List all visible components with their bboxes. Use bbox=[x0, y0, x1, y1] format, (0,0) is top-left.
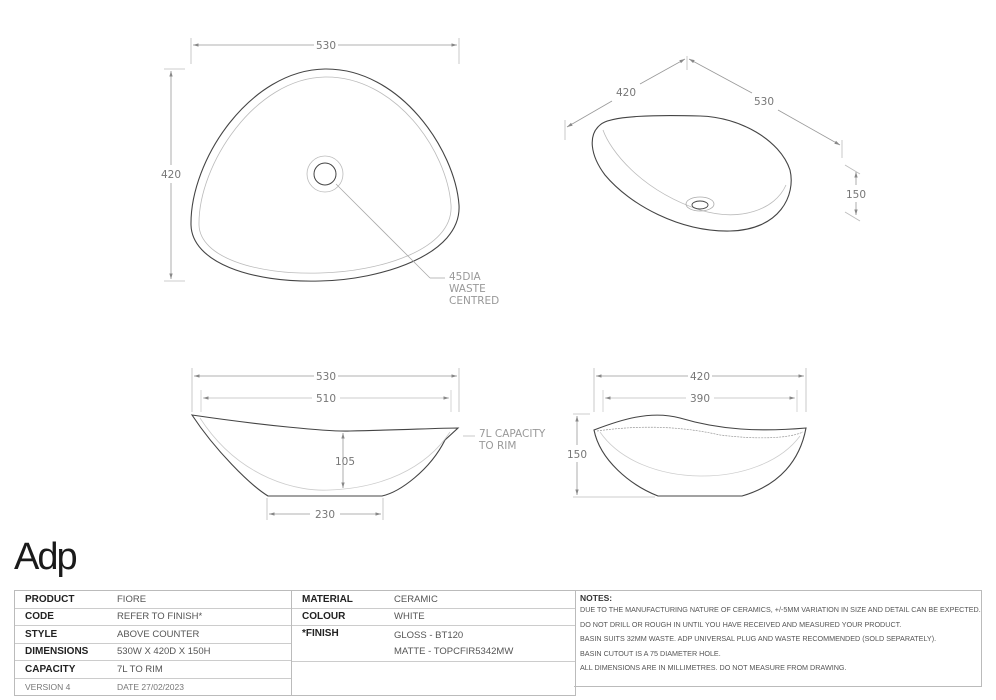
spec-key: *FINISH bbox=[302, 628, 339, 639]
side-overall-label: 420 bbox=[689, 371, 711, 383]
spec-value: FIORE bbox=[117, 593, 147, 605]
spec-row-product bbox=[15, 591, 291, 609]
finish-matte: MATTE - TOPCFIR5342MW bbox=[394, 646, 514, 657]
spec-key: CODE bbox=[25, 611, 54, 623]
front-depth-label: 105 bbox=[334, 456, 356, 468]
spec-value: WHITE bbox=[394, 611, 425, 623]
finish-gloss: GLOSS - BT120 bbox=[394, 630, 464, 641]
front-overall-label: 530 bbox=[315, 371, 337, 383]
notes-title: NOTES: bbox=[580, 593, 613, 603]
note-line: BASIN SUITS 32MM WASTE. ADP UNIVERSAL PLUG AND WASTE RECOMMENDED (SOLD SEPARATELY). bbox=[580, 634, 937, 643]
waste-callout-line2: WASTE bbox=[449, 283, 486, 295]
spec-key: PRODUCT bbox=[25, 593, 75, 605]
date-label: DATE 27/02/2023 bbox=[117, 681, 184, 692]
note-line: DUE TO THE MANUFACTURING NATURE OF CERAMICS, +/-5MM VARIATION IN SIZE AND DETAIL CAN BE EXPECTED. bbox=[580, 605, 981, 614]
capacity-callout-line2: TO RIM bbox=[479, 440, 517, 452]
plan-depth-label: 420 bbox=[160, 169, 182, 181]
waste-callout-line1: 45DIA bbox=[449, 271, 481, 283]
spec-row-colour bbox=[292, 609, 575, 627]
iso-depth-label: 420 bbox=[615, 87, 637, 99]
plan-width-label: 530 bbox=[315, 40, 337, 52]
front-base-label: 230 bbox=[314, 509, 336, 521]
spec-value bbox=[394, 628, 513, 660]
spec-row-version bbox=[15, 679, 291, 696]
note-line: ALL DIMENSIONS ARE IN MILLIMETRES. DO NOT MEASURE FROM DRAWING. bbox=[580, 663, 847, 672]
spec-value: REFER TO FINISH* bbox=[117, 611, 203, 623]
side-inner-label: 390 bbox=[689, 393, 711, 405]
iso-height-label: 150 bbox=[845, 189, 867, 201]
spec-table bbox=[14, 590, 576, 696]
spec-right-column bbox=[292, 591, 575, 695]
capacity-callout-line1: 7L CAPACITY bbox=[479, 428, 546, 440]
front-inner-label: 510 bbox=[315, 393, 337, 405]
spec-row-code bbox=[15, 609, 291, 627]
spec-value: 530W X 420D X 150H bbox=[117, 646, 211, 658]
spec-key: CAPACITY bbox=[25, 663, 76, 675]
spec-left-column bbox=[15, 591, 292, 695]
spec-row-finish bbox=[292, 626, 575, 662]
iso-view bbox=[565, 56, 866, 231]
front-view bbox=[192, 368, 546, 521]
spec-row-style bbox=[15, 626, 291, 644]
adp-logo: Adp bbox=[14, 536, 76, 578]
notes-panel bbox=[574, 590, 982, 687]
side-height-label: 150 bbox=[566, 449, 588, 461]
spec-value: 7L TO RIM bbox=[117, 663, 163, 675]
version-label: VERSION 4 bbox=[25, 681, 71, 692]
spec-key: COLOUR bbox=[302, 611, 346, 623]
spec-row-capacity bbox=[15, 661, 291, 679]
spec-value: CERAMIC bbox=[394, 593, 438, 605]
iso-width-label: 530 bbox=[753, 96, 775, 108]
waste-callout-line3: CENTRED bbox=[449, 295, 500, 307]
plan-view bbox=[161, 38, 499, 307]
spec-key: MATERIAL bbox=[302, 593, 353, 605]
side-view bbox=[567, 368, 806, 497]
note-line: DO NOT DRILL OR ROUGH IN UNTIL YOU HAVE RECEIVED AND MEASURED YOUR PRODUCT. bbox=[580, 619, 902, 629]
spec-row-dimensions bbox=[15, 644, 291, 662]
spec-row-material bbox=[292, 591, 575, 609]
spec-row-empty bbox=[292, 662, 575, 695]
note-line: BASIN CUTOUT IS A 75 DIAMETER HOLE. bbox=[580, 648, 721, 658]
spec-value: ABOVE COUNTER bbox=[117, 628, 200, 640]
spec-key: STYLE bbox=[25, 628, 58, 640]
spec-key: DIMENSIONS bbox=[25, 646, 89, 658]
